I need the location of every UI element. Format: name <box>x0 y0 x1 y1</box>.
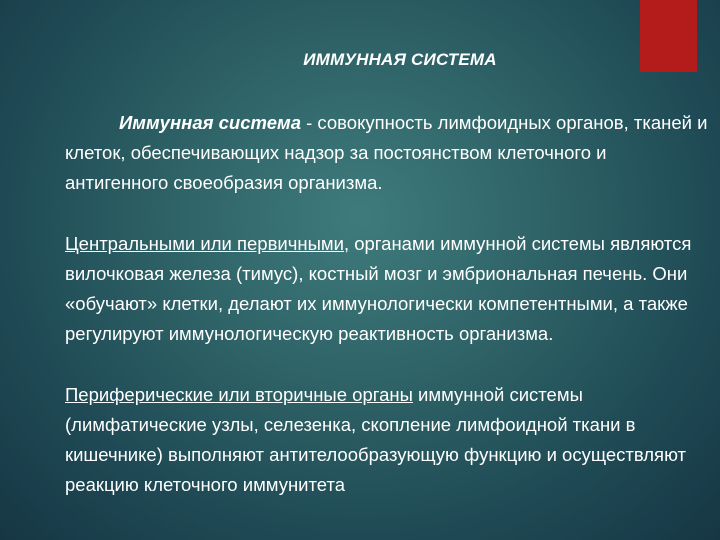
central-organs-lead: Центральными или первичными, <box>65 232 350 254</box>
central-organs-paragraph <box>65 229 710 350</box>
slide-body <box>65 108 710 501</box>
peripheral-organs-paragraph <box>65 380 710 501</box>
definition-paragraph <box>65 108 710 199</box>
peripheral-organs-text: иммунной системы (лимфатические узлы, селезенка, скопление лимфоидной ткани в кишечнике) выполняют антителообразующую функцию и осуществляют реакцию клеточного иммунитета <box>65 383 687 496</box>
definition-text: - совокупность лимфоидных органов, тканей и клеток, обеспечивающих надзор за постоянством клеточного и антигенного своеобразия организма. <box>65 112 708 194</box>
slide-title: ИММУННАЯ СИСТЕМА <box>303 50 497 69</box>
definition-term: Иммунная система <box>119 112 301 133</box>
central-organs-text: органами иммунной системы являются вилочковая железа (тимус), костный мозг и эмбриональная печень. Они «обучают» клетки, делают их иммунологически компетентными, а также регулируют иммунологическую реактивность организма. <box>65 232 692 345</box>
peripheral-organs-lead: Периферические или вторичные органы <box>65 383 413 405</box>
